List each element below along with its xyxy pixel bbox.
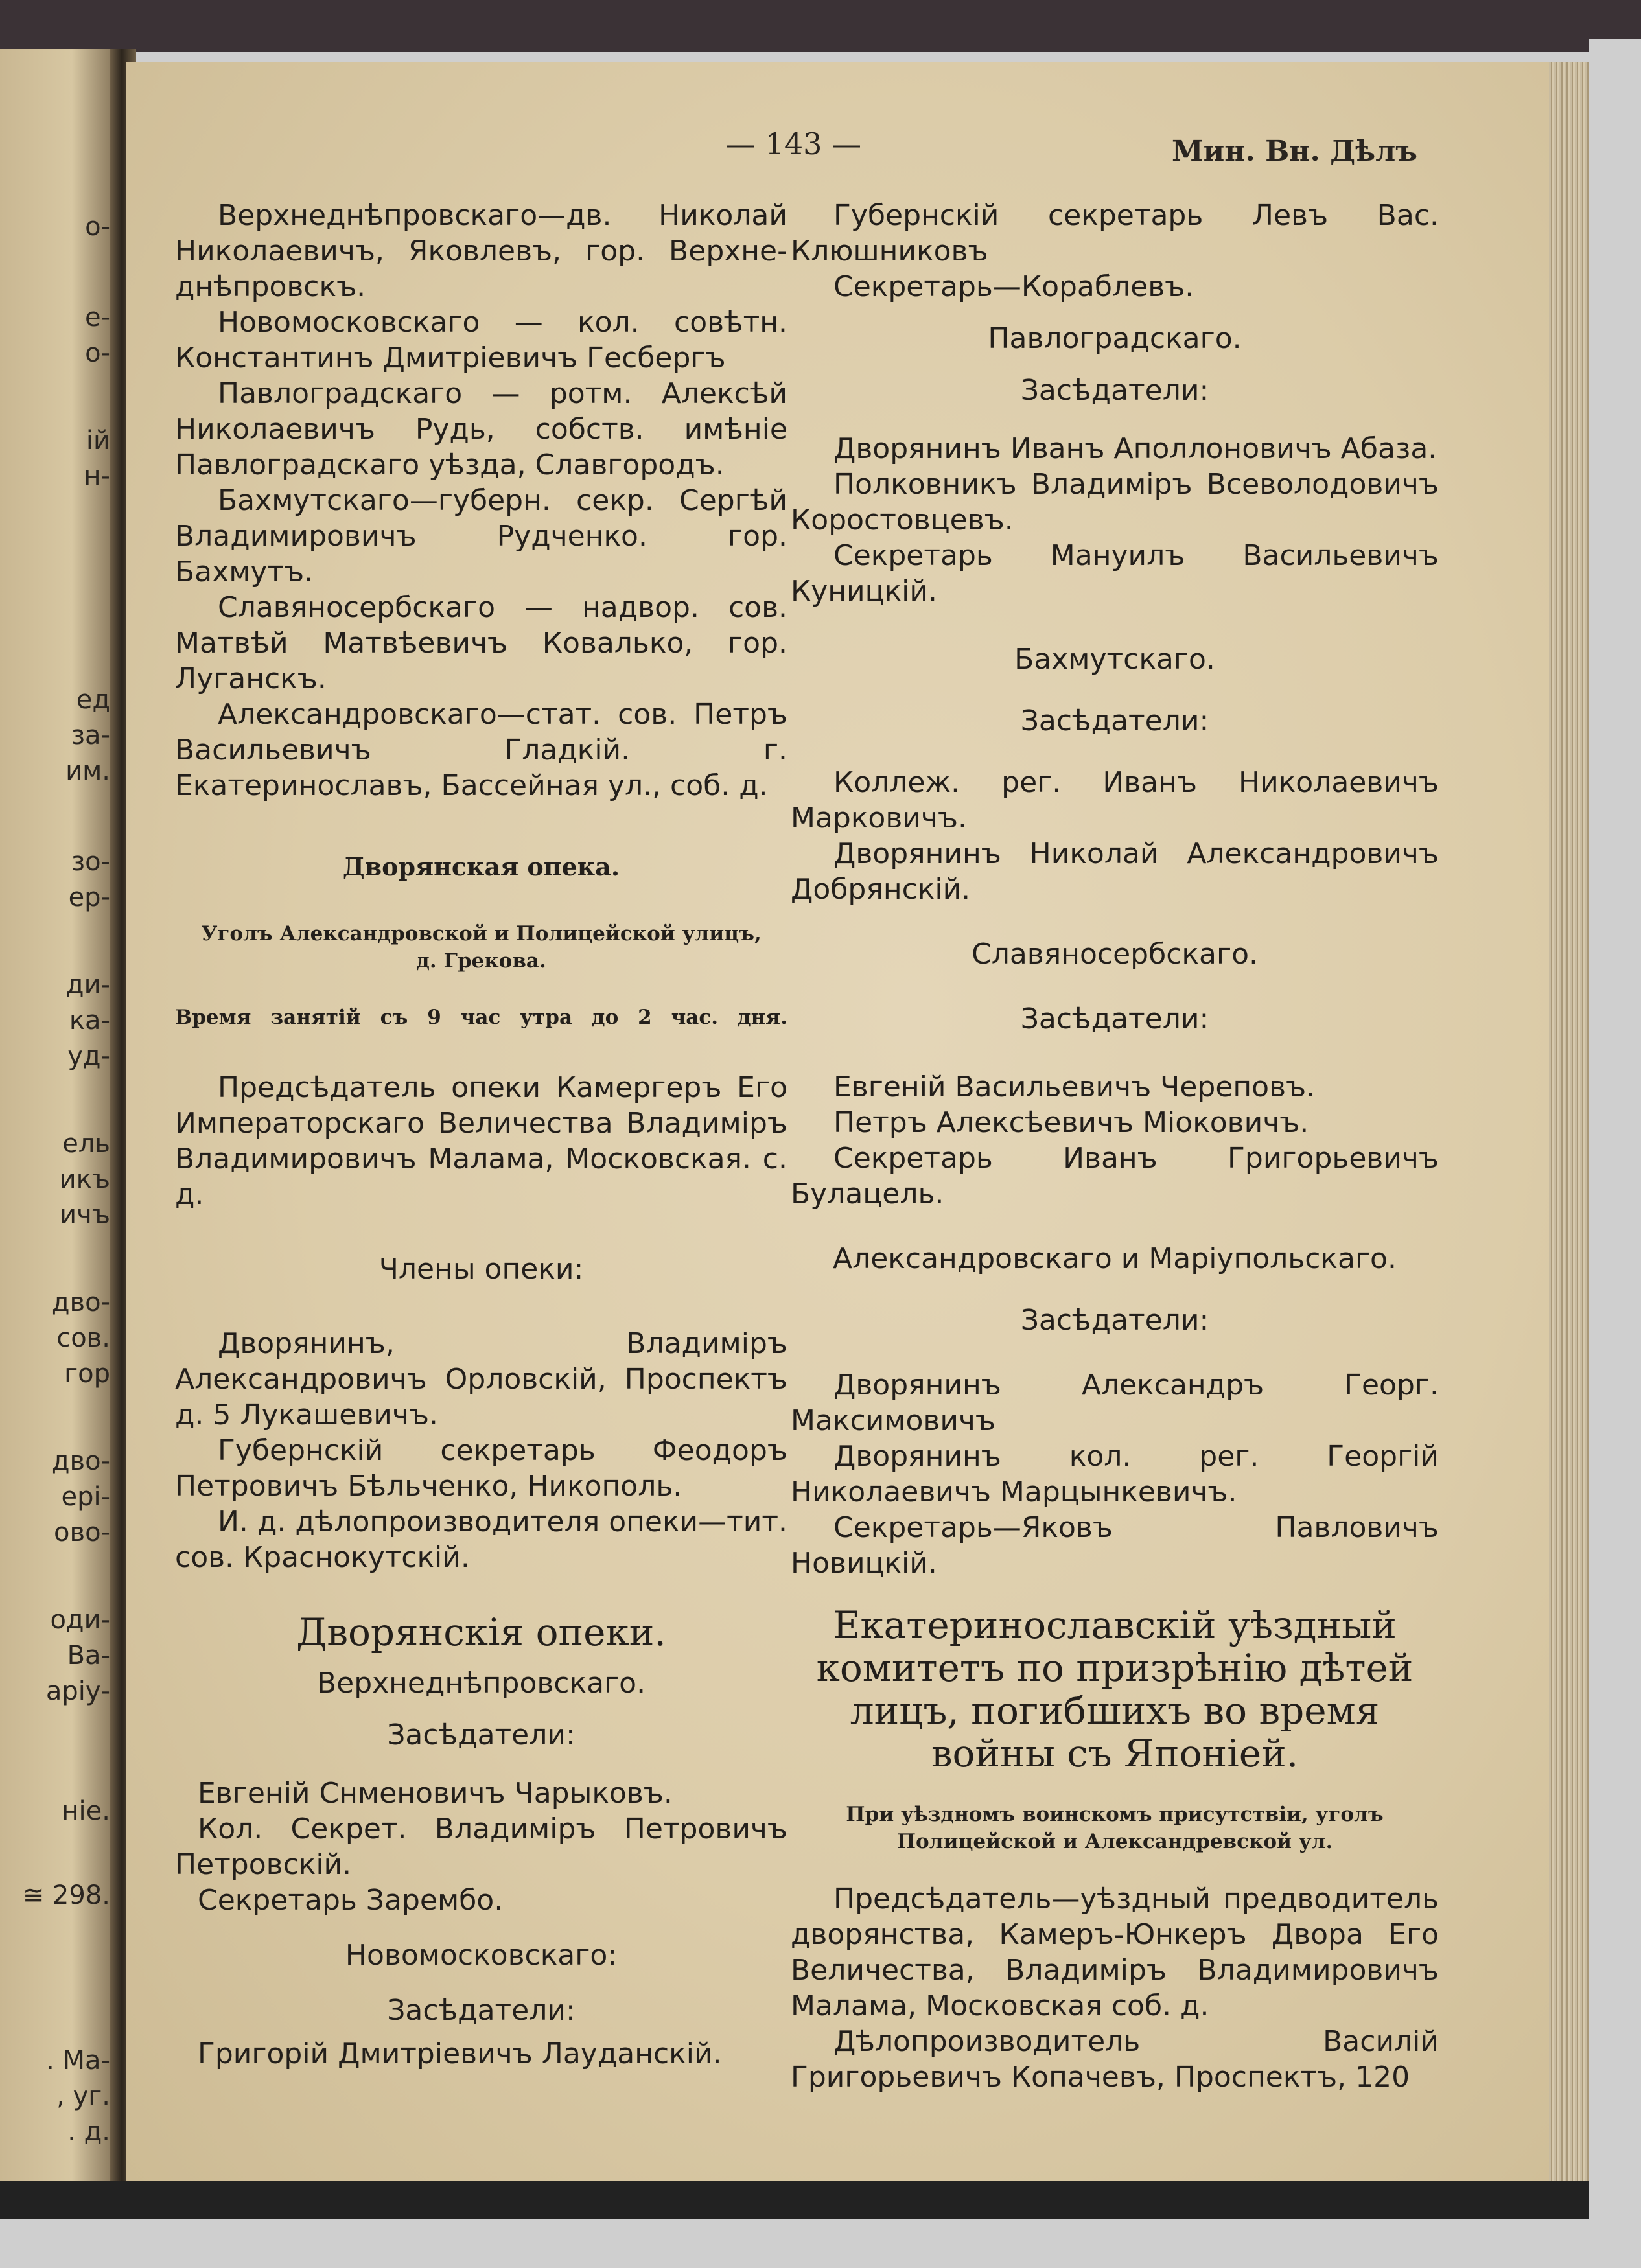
margin-fragment: дво- (51, 1288, 110, 1317)
secretary-entry: Губернскій секретарь Левъ Вас. Клюшниковъ (791, 199, 1439, 268)
member-entry: Дворянинъ, Владиміръ Александровичъ Орловскій, Проспектъ д. 5 Лукашевичъ. (175, 1327, 787, 1431)
subheading: Засѣдатели: (1020, 704, 1209, 737)
margin-fragment: е- (84, 303, 110, 332)
margin-fragment: , уг. (56, 2081, 110, 2111)
assessor-entry: Дворянинъ кол. рег. Георгій Николаевичъ Марцынкевичъ. (791, 1440, 1439, 1509)
section-title: Екатеринославскій уѣздный комитетъ по призрѣнію дѣтей лицъ, погибшихъ во время войны съ Японіей. (816, 1603, 1414, 1776)
hours-note: Время занятій съ 9 час утра до 2 час. дня. (175, 1006, 787, 1029)
address-note: Уголъ Александровской и Полицейской улицъ, д. Грекова. (201, 922, 762, 973)
subheading: Засѣдатели: (1020, 1002, 1209, 1036)
district-heading: Александровскаго и Маріупольскаго. (833, 1242, 1397, 1275)
assessor-entry: Евгеній Васильевичъ Череповъ. (833, 1070, 1316, 1104)
district-heading: Бахмутскаго. (1014, 643, 1215, 676)
district-entry: Славяносербскаго — надвор. сов. Матвѣй Матвѣевичъ Ковалько, гор. Луганскъ. (175, 591, 787, 695)
clerk-entry: Дѣлопроизводитель Василій Григорьевичъ Копачевъ, Проспектъ, 120 (791, 2025, 1439, 2094)
margin-fragment: ед (76, 685, 110, 715)
district-entry: Новомосковскаго — кол. совѣтн. Константинъ Дмитріевичъ Гесбергъ (175, 306, 787, 375)
address-note: При уѣздномъ воинскомъ присутствіи, уголъ Полицейской и Александревской ул. (846, 1803, 1384, 1853)
margin-fragment: сов. (56, 1323, 110, 1353)
secretary-entry: Секретарь—Яковъ Павловичъ Новицкій. (791, 1511, 1439, 1580)
subheading: Члены опеки: (378, 1253, 584, 1286)
district-heading: Славяносербскаго. (972, 938, 1258, 971)
margin-fragment: . Ма- (46, 2046, 110, 2076)
chairman-entry: Предсѣдатель—уѣздный предводитель дворянства, Камеръ-Юнкеръ Двора Его Величества, Владиміръ Владимировичъ Малама, Московская соб. д. (791, 1882, 1439, 2022)
assessor-entry: Петръ Алексѣевичъ Міоковичъ. (833, 1106, 1309, 1139)
secretary-entry: Секретарь Зарембо. (198, 1884, 504, 1917)
section-heading: Дворянская опека. (342, 852, 620, 881)
subheading: Засѣдатели: (1020, 374, 1209, 407)
running-title: Мин. Вн. Дѣлъ (1171, 135, 1417, 168)
margin-fragment: зо- (71, 847, 110, 877)
margin-fragment: ка- (69, 1006, 110, 1036)
subheading: Засѣдатели: (387, 1994, 576, 2027)
district-heading: Новомосковскаго: (345, 1939, 618, 1972)
margin-fragment: ичъ (60, 1200, 110, 1230)
margin-fragment: о- (85, 212, 110, 242)
margin-fragment: н- (84, 461, 110, 491)
page-stack-edge (1549, 62, 1589, 2187)
district-entry: Александровскаго—стат. сов. Петръ Васильевичъ Гладкій. г. Екатеринославъ, Бассейная ул., соб. д. (175, 698, 787, 802)
margin-fragment: . д. (67, 2117, 110, 2147)
district-entry: Бахмутскаго—губерн. секр. Сергѣй Владимировичъ Рудченко. гор. Бахмутъ. (175, 484, 787, 588)
page-number: — 143 — (726, 126, 862, 161)
margin-fragment: ер- (68, 883, 110, 912)
assessor-entry: Дворянинъ Иванъ Аполлоновичъ Абаза. (833, 432, 1437, 465)
secretary-entry: Секретарь—Кораблевъ. (833, 270, 1194, 303)
assessor-entry: Григорій Дмитріевичъ Лауданскій. (198, 2037, 722, 2070)
subheading: Засѣдатели: (1020, 1304, 1209, 1337)
margin-fragment: ель (62, 1129, 110, 1159)
district-heading: Верхнеднѣпровскаго. (316, 1667, 646, 1700)
assessor-entry: Евгеній Снменовичъ Чарыковъ. (198, 1777, 673, 1810)
scan-background-right (1589, 39, 1641, 2164)
district-heading: Павлоградскаго. (988, 322, 1242, 355)
left-page-edge (0, 49, 120, 2181)
assessor-entry: Полковникъ Владиміръ Всеволодовичъ Коростовцевъ. (791, 468, 1439, 537)
district-entry: Павлоградскаго — ротм. Алексѣй Николаевичъ Рудь, собств. имѣніе Павлоградскаго уѣзда, Славгородъ. (175, 377, 787, 481)
margin-fragment: гор (64, 1359, 110, 1389)
margin-fragment: ово- (54, 1518, 110, 1547)
margin-fragment: Ва- (67, 1641, 110, 1671)
left-column (175, 198, 787, 2072)
right-column (791, 198, 1439, 2095)
margin-fragment: оди- (50, 1605, 110, 1635)
margin-fragment: о- (85, 338, 110, 368)
margin-fragment: аріу- (45, 1676, 110, 1706)
margin-fragment: икъ (59, 1164, 110, 1194)
margin-fragment: ій (86, 426, 110, 456)
assessor-entry: Кол. Секрет. Владиміръ Петровичъ Петровскій. (175, 1812, 787, 1881)
section-title: Дворянскія опеки. (296, 1610, 666, 1654)
chairman-entry: Предсѣдатель опеки Камергеръ Его Императорскаго Величества Владиміръ Владимировичъ Малама, Московская. с. д. (175, 1071, 787, 1211)
member-entry: Губернскій секретарь Феодоръ Петровичъ Бѣльченко, Никополь. (175, 1434, 787, 1503)
margin-fragment: уд- (67, 1041, 110, 1071)
margin-fragment: ніе. (62, 1796, 110, 1826)
secretary-entry: Секретарь Иванъ Григорьевичъ Булацель. (791, 1142, 1439, 1210)
subheading: Засѣдатели: (387, 1718, 576, 1752)
scan-background-bottom (0, 2181, 1589, 2219)
assessor-entry: Дворянинъ Николай Александровичъ Добрянскій. (791, 837, 1439, 906)
member-entry: И. д. дѣлопроизводителя опеки—тит. сов. Краснокутскій. (175, 1505, 787, 1574)
margin-fragment: ≅ 298. (22, 1880, 110, 1910)
assessor-entry: Коллеж. рег. Иванъ Николаевичъ Марковичъ. (791, 766, 1439, 835)
margin-fragment: ері- (61, 1482, 110, 1512)
margin-fragment: дво- (51, 1446, 110, 1476)
margin-fragment: за- (71, 721, 110, 750)
margin-fragment: им. (65, 756, 110, 786)
scan-background-top (0, 0, 1641, 52)
assessor-entry: Дворянинъ Александръ Георг. Максимовичъ (791, 1369, 1439, 1437)
district-entry: Верхнеднѣпровскаго—дв. Николай Николаевичъ, Яковлевъ, гор. Верхне-днѣпровскъ. (175, 199, 787, 303)
margin-fragment: ди- (65, 970, 110, 1000)
secretary-entry: Секретарь Мануилъ Васильевичъ Куницкій. (791, 539, 1439, 608)
